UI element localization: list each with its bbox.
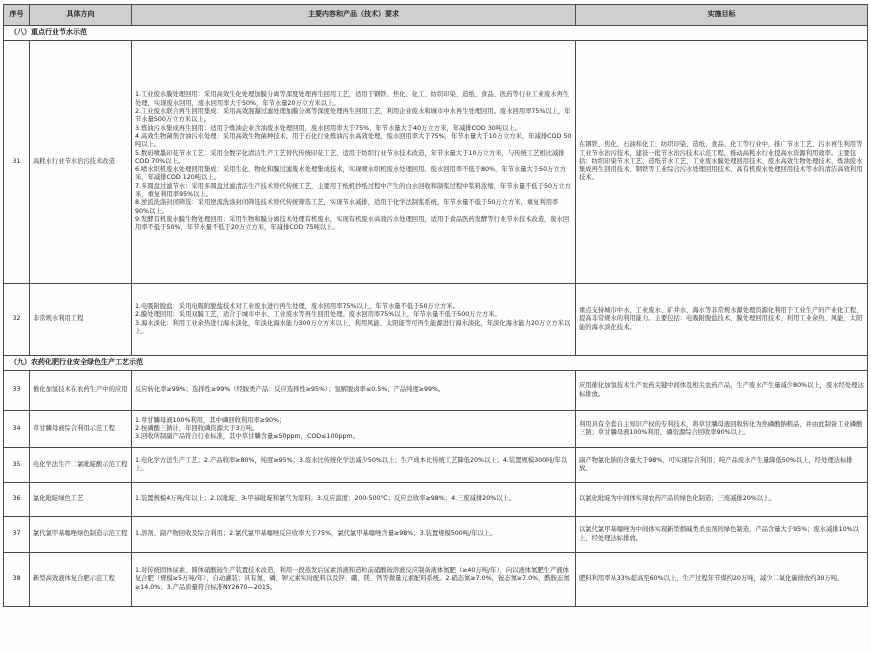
row-number: 31 [4, 41, 30, 284]
content-item: 3.回收所制副产品符合行业标准，其中草甘膦含量≤50ppm，COD≤100ppm。 [135, 433, 359, 441]
row-number: 33 [4, 371, 30, 411]
section-title: （九）农药化肥行业安全绿色生产工艺示范 [4, 356, 868, 371]
row-direction: 氯化吡啶绿色工艺 [30, 483, 132, 517]
row-direction: 非常规水利用工程 [30, 284, 132, 356]
row-direction: 草甘膦母液综合利用示范工程 [30, 411, 132, 448]
content-item: 7.多圆盘过滤节水：采用多圆盘过滤清洁生产技术替代传统工艺，主要用于纸机抄纸过程中产生的白水回收和制浆过程中浆料浓缩，年节水量不低于50万立方米，重复利用率95%以上。 [135, 182, 571, 199]
table-row [4, 483, 868, 517]
content-item: 4.高效生物菌剂含油污水处理：采用高效生物菌种技术，用于石化行业炼油污水高效处理，废水回用率大于75%，年节水量大于10万立方米，年减排COD 50吨以上。 [135, 132, 572, 149]
row-direction: 氯代氯甲基噻唑绿色制造示范工程 [30, 517, 132, 553]
row-target: 利用具有全套自主知识产权的专利技术，将草甘膦母液回收转化为焦磷酸钠粗品，并由此制备工业磷酸三钠；草甘膦母液100%利用，磷资源综合回收率90%以上。 [576, 411, 868, 448]
row-target: 重点支持城市中水、工业废水、矿井水、海水等非常规水源处理资源化利用于工业生产的产业化工程，提高非常规水的利用能力。主要包括：电吸附脱盐技术、膜处理回用技术、利用工业余热、风能、太阳能的海水淡化技术。 [576, 284, 868, 356]
section-heading-row [4, 26, 868, 41]
row-target: 以氯代氯甲基噻唑为中间体实现新型烟碱类杀虫剂的绿色制造，产品含量大于95%；废水减排10%以上，经处理达标排放。 [576, 517, 868, 553]
section-title: （八）重点行业节水示范 [4, 26, 868, 41]
content-item: 1.对传统固体尿素、圆体硝酸铵生产装置技术改造，利用一段蒸发后尿素溶液和造粒前硝酸铵溶液反应制备液体氮肥（≥40万吨/年），向以液体氮肥生产液体复合肥（规模≥5万吨/年），自动灌装；具有氮、磷、钾元素实时配料以及锌、硼、镁、钙等微量元素配料系统。2.硝态氮≥7.0%，铵态氮≥7.0%，酰胺态氮≥14.0%；3.产品质量符合标准NY2670—2015。 [135, 567, 570, 591]
content-item: 2.工业废水联合再生回用集成：采用高效混凝过滤处理加膜分离等深度处理再生回用工艺，利用企业废水和城市中水再生处理回用。废水回用率75%以上，年节水量500万立方米以上。 [135, 108, 571, 124]
header-target: 实施目标 [576, 5, 868, 26]
table-row [4, 448, 868, 483]
table-row [4, 553, 868, 607]
content-item: 9.发酵有机废水膜生物处理回用：采用生物和膜分离技术处理有机废水，实现有机废水高效污水处理回用，适用于食品医药发酵等行业节水技术改造，废水回用率不低于50%，年节水量不低于20万立方米，年减排COD 75吨以上。 [135, 215, 570, 232]
table-row [4, 371, 868, 411]
row-content [132, 284, 576, 356]
row-number: 38 [4, 553, 30, 607]
row-target: 以氯化吡啶为中间体实现农药产品的绿色化制造；三废减排20%以上。 [576, 483, 868, 517]
section-heading-row [4, 356, 868, 371]
row-content [132, 371, 576, 411]
content-item: 2.膜处理回用：采用双膜工艺，适合于城市中水、工业废水等再生回用处理。废水回用率75%以上，年节水量不低于500万立方米。 [135, 311, 501, 319]
row-content [132, 41, 576, 284]
header-content: 主要内容和产品（技术）要求 [132, 5, 576, 26]
table-row [4, 411, 868, 448]
content-item: 6.喷水织机废水处理回用集成：采用生化、物化和膜过滤废水处理集成技术，实现喷水织机废水处理回用。废水回用率不低于80%，年节水量大于50万立方米，年减排COD 120吨以上。 [135, 166, 567, 182]
content-item: 1.工业废水膜处理回用：采用高效生化处理加膜分离等深度处理再生回用工艺，适用于钢铁、焦化、化工、纺织印染、造纸、食品、医药等行业工业废水再生处理，实现废水回用，废水回用率大于50%，年节水量20万立方米以上。 [135, 91, 570, 107]
row-target: 肥料利用率从33%提高至60%以上，生产过程年节煤约20万吨，减少二氧化碳排放约30万吨。 [576, 553, 868, 607]
table-row [4, 517, 868, 553]
content-item: 1.电吸附脱盐：采用电吸附脱盐技术对工业废水进行再生处理，废水回用率75%以上，年节水量不低于50万立方米。 [135, 302, 459, 310]
row-direction: 催化加氢技术在农药生产中的应用 [30, 371, 132, 411]
content-item: 8.逆流洗涤封闭筛选：采用逆流洗涤封闭筛选技术替代传统筛选工艺，实现节水减排，适用于化学法制浆系统，年节水量不低于50万立方米，重复利用率90%以上。 [135, 199, 559, 215]
row-content [132, 553, 576, 607]
header-direction: 具体方向 [30, 5, 132, 26]
row-content [132, 483, 576, 517]
content-item: 1.草甘膦母液100%利用，其中磷回收利用率≥90%； [135, 416, 286, 424]
content-item: 5.数码喷墨印花节水工艺：采用全数字化清洁生产工艺替代传统印花工艺，适用于纺织行业节水技术改造，年节水量大于10万立方米，与传统工艺相比减排COD 70%以上。 [135, 149, 565, 165]
row-content [132, 448, 576, 483]
table-row [4, 41, 868, 284]
content-item: 1.溶剂、副产物回收及综合利用；2.氯代氯甲基噻唑反应收率大于75%，氯代氯甲基噻唑含量≥98%；3.装置规模500吨/年以上。 [135, 530, 497, 538]
row-direction: 新型高效液体复合肥示范工程 [30, 553, 132, 607]
content-item: 3.海水淡化：利用工业余热进行海水淡化，年淡化海水能力300万立方米以上，利用风能、太阳能等可再生能源进行海水淡化，年淡化海水能力20万立方米以上。 [135, 319, 571, 335]
row-number: 36 [4, 483, 30, 517]
table-header-row [4, 5, 868, 26]
row-target: 在钢铁、焦化、石油和化工、纺织印染、造纸、食品、化工等行业中，推广节水工艺、污水再生利用等工业节水治污技术，建设一批节水治污技术示范工程，推动高耗水行业提高水资源利用效率。主要包括：纺织印染节水工艺、造纸节水工艺、工业废水膜处理回用技术、废水高效生物处理技术、炼油废水集成再生回用技术、钢铁等工业综合污水处理回用技术、高有机废水处理回用技术等水的清洁高效利用技术。 [576, 41, 868, 284]
row-content [132, 411, 576, 448]
content-item: 反应转化率≥99%；选择性≥99%（经胺类产品：反应选择性≥95%）；氢解脱卤率≤0.5%；产品纯度≥99%。 [135, 386, 445, 394]
row-direction: 电化学法生产二氯吡啶酸示范工程 [30, 448, 132, 483]
header-no: 序号 [4, 5, 30, 26]
content-item: 1.电化学方法生产工艺；2.产品收率≥80%，纯度≥95%；3.废水比传统化学法减少50%以上；生产成本比传统工艺降低20%以上；4.装置规模300吨/年以上。 [135, 456, 568, 472]
requirements-table [3, 4, 868, 607]
row-number: 34 [4, 411, 30, 448]
content-item: 1.装置规模4万吨/年以上；2.以吡啶、3-甲基吡啶和氯气为原料；3.反应温度：200-500℃；反应总收率≥98%；4.三废减排20%以上。 [135, 495, 516, 503]
content-item: 2.按磷酸三钠计，年回收磷资源大于3万吨。 [135, 424, 259, 432]
table-row [4, 284, 868, 356]
row-target: 应用催化加氢技术生产农药关键中间体及相关农药产品，生产废水产生量减少80%以上，废水经处理达标排放。 [576, 371, 868, 411]
row-number: 35 [4, 448, 30, 483]
row-number: 37 [4, 517, 30, 553]
row-target: 副产物氯化钠的含量大于98%，可实现综合利用；吨产品废水产生量降低50%以上，经处理达标排放。 [576, 448, 868, 483]
row-number: 32 [4, 284, 30, 356]
row-direction: 高耗水行业节水治污技术改造 [30, 41, 132, 284]
content-item: 3.炼油污水集成再生回用：适用于炼油企业含油废水处理回用，废水回用率大于75%，年节水量大于40万立方米，年减排COD 30吨以上。 [135, 124, 521, 132]
row-content [132, 517, 576, 553]
